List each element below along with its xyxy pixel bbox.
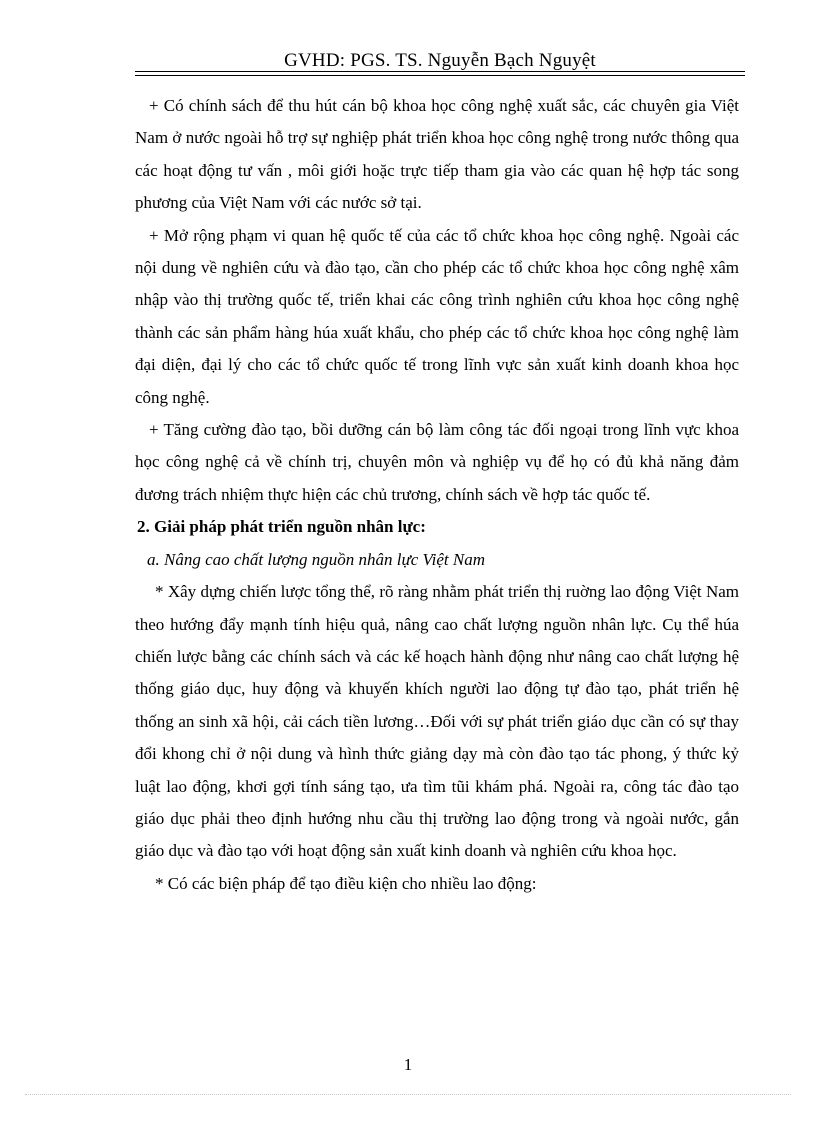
paragraph-international-relations: + Mở rộng phạm vi quan hệ quốc tế của các tổ chức khoa học công nghệ. Ngoài các nội dung về nghiên cứu và đào tạo, cần cho phép các tổ chức khoa học công nghệ xâm nhập vào thị trường quốc tế, triển khai các công trình nghiên cứu khoa học công nghệ thành các sản phẩm hàng húa xuất khẩu, cho phép các tổ chức khoa học công nghệ làm đại diện, đại lý cho các tổ chức quốc tế trong lĩnh vực sản xuất kinh doanh khoa học công nghệ.	[135, 225, 739, 407]
section-heading: 2. Giải pháp phát triển nguồn nhân lực:	[137, 517, 426, 537]
paragraph-training-staff: + Tăng cường đào tạo, bồi dưỡng cán bộ làm công tác đối ngoại trong lĩnh vực khoa học công nghệ cả về chính trị, chuyên môn và nghiệp vụ để họ có đủ khả năng đảm đương trách nhiệm thực hiện các chủ trương, chính sách về hợp tác quốc tế.	[135, 420, 739, 504]
paragraph-strategy: * Xây dựng chiến lược tổng thể, rõ ràng nhằm phát triển thị ruờng lao động Việt Nam theo hướng đẩy mạnh tính hiệu quả, nâng cao chất lượng nguồn nhân lực. Cụ thể húa chiến lược bằng các chính sách và các kế hoạch hành động như nâng cao chất lượng hệ thống giáo dục, huy động và khuyến khích người lao động tự đào tạo, phát triển hệ thống an sinh xã hội, cải cách tiền lương…Đối với sự phát triển giáo dục cần có sự thay đổi khong chỉ ở nội dung và hình thức giảng dạy mà còn đào tạo tác phong, ý thức kỷ luật lao động, khơi gợi tính sáng tạo, ưa tìm tũi khám phá. Ngoài ra, công tác đào tạo giáo dục phải theo định hướng nhu cầu thị trường lao động trong và ngoài nước, gắn giáo dục và đào tạo với hoạt động sản xuất kinh doanh và nghiên cứu khoa học.	[135, 582, 739, 861]
paragraph-measures: * Có các biện pháp để tạo điều kiện cho nhiều lao động:	[155, 873, 537, 893]
paragraph-talent-policy: + Có chính sách để thu hút cán bộ khoa học công nghệ xuất sắc, các chuyên gia Việt Nam ở nước ngoài hỗ trợ sự nghiệp phát triển khoa học công nghệ trong nước thông qua các hoạt động tư vấn , môi giới hoặc trực tiếp tham gia vào các quan hệ hợp tác song phương của Việt Nam với các nước sở tại.	[135, 96, 739, 213]
header-rule-top	[135, 71, 745, 72]
page-number: 1	[403, 1055, 413, 1074]
subsection-heading: a. Nâng cao chất lượng nguồn nhân lực Việt Nam	[147, 549, 485, 569]
document-body	[135, 90, 739, 900]
page-header: GVHD: PGS. TS. Nguyễn Bạch Nguyệt	[284, 50, 596, 71]
header-rule-bottom	[135, 75, 745, 76]
page-bottom-border	[25, 1094, 791, 1095]
